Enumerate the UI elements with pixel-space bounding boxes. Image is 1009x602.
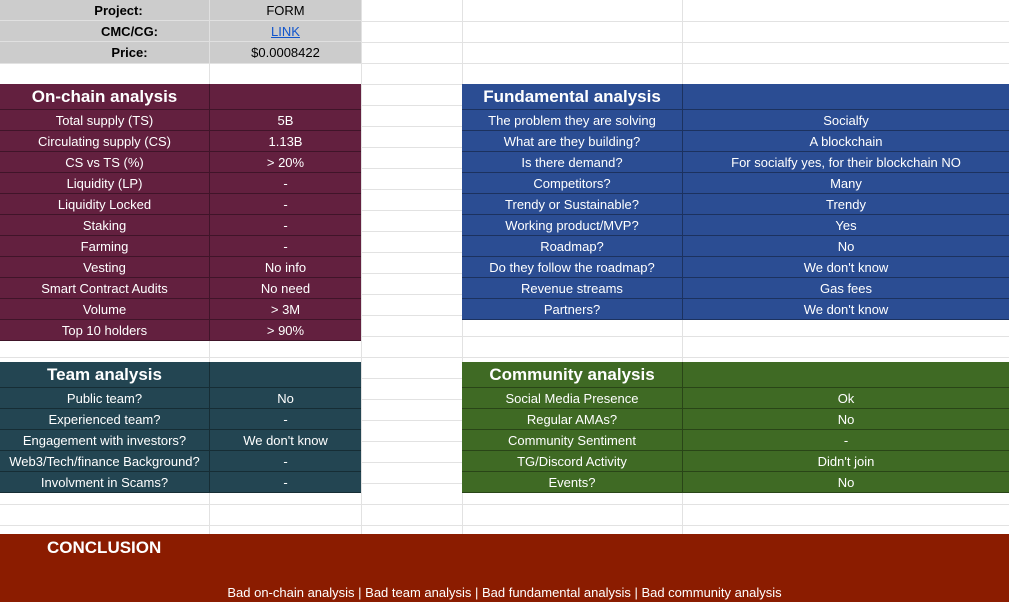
grid-line bbox=[0, 63, 1009, 64]
grid-line bbox=[0, 504, 1009, 505]
onchain-row-label: Liquidity (LP) bbox=[0, 173, 209, 194]
onchain-row-label: Vesting bbox=[0, 257, 209, 278]
onchain-row-value[interactable]: - bbox=[209, 194, 361, 215]
team-row-label: Web3/Tech/finance Background? bbox=[0, 451, 209, 472]
project-value[interactable]: FORM bbox=[209, 0, 361, 21]
fundamental-row-label: What are they building? bbox=[462, 131, 682, 152]
onchain-row-value[interactable]: 5B bbox=[209, 110, 361, 131]
cmc-cell[interactable] bbox=[209, 21, 361, 42]
onchain-title: On-chain analysis bbox=[0, 84, 209, 110]
fundamental-row-value[interactable]: Yes bbox=[682, 215, 1009, 236]
community-title: Community analysis bbox=[462, 362, 682, 388]
fundamental-row-label: Is there demand? bbox=[462, 152, 682, 173]
onchain-row-label: Staking bbox=[0, 215, 209, 236]
fundamental-row-label: Do they follow the roadmap? bbox=[462, 257, 682, 278]
onchain-row-value[interactable]: - bbox=[209, 236, 361, 257]
fundamental-row-label: Competitors? bbox=[462, 173, 682, 194]
grid-line bbox=[361, 0, 362, 602]
onchain-row-label: Circulating supply (CS) bbox=[0, 131, 209, 152]
cmc-label: CMC/CG: bbox=[0, 21, 209, 42]
onchain-header-filler bbox=[209, 84, 361, 110]
community-row-value[interactable]: Ok bbox=[682, 388, 1009, 409]
community-row-value[interactable]: No bbox=[682, 409, 1009, 430]
team-row-label: Engagement with investors? bbox=[0, 430, 209, 451]
price-value[interactable]: $0.0008422 bbox=[209, 42, 361, 63]
community-row-label: Social Media Presence bbox=[462, 388, 682, 409]
team-row-value[interactable]: - bbox=[209, 451, 361, 472]
project-label: Project: bbox=[0, 0, 209, 21]
team-row-value[interactable]: - bbox=[209, 472, 361, 493]
onchain-row-value[interactable]: No info bbox=[209, 257, 361, 278]
community-row-label: Events? bbox=[462, 472, 682, 493]
team-title: Team analysis bbox=[0, 362, 209, 388]
grid-line bbox=[0, 357, 1009, 358]
team-row-label: Public team? bbox=[0, 388, 209, 409]
team-row-value[interactable]: No bbox=[209, 388, 361, 409]
onchain-row-value[interactable]: 1.13B bbox=[209, 131, 361, 152]
onchain-row-value[interactable]: - bbox=[209, 215, 361, 236]
onchain-row-label: Liquidity Locked bbox=[0, 194, 209, 215]
team-row-label: Involvment in Scams? bbox=[0, 472, 209, 493]
fundamental-row-value[interactable]: Socialfy bbox=[682, 110, 1009, 131]
cmc-link[interactable]: LINK bbox=[271, 23, 300, 39]
onchain-row-label: CS vs TS (%) bbox=[0, 152, 209, 173]
onchain-row-value[interactable]: > 3M bbox=[209, 299, 361, 320]
onchain-row-label: Total supply (TS) bbox=[0, 110, 209, 131]
community-row-value[interactable]: - bbox=[682, 430, 1009, 451]
team-row-value[interactable]: We don't know bbox=[209, 430, 361, 451]
fundamental-row-value[interactable]: Gas fees bbox=[682, 278, 1009, 299]
team-row-label: Experienced team? bbox=[0, 409, 209, 430]
community-row-label: Regular AMAs? bbox=[462, 409, 682, 430]
community-row-label: Community Sentiment bbox=[462, 430, 682, 451]
fundamental-row-label: Trendy or Sustainable? bbox=[462, 194, 682, 215]
fundamental-row-value[interactable]: For socialfy yes, for their blockchain NO bbox=[682, 152, 1009, 173]
onchain-row-value[interactable]: No need bbox=[209, 278, 361, 299]
fundamental-header-filler bbox=[682, 84, 1009, 110]
fundamental-row-label: Revenue streams bbox=[462, 278, 682, 299]
fundamental-row-value[interactable]: We don't know bbox=[682, 299, 1009, 320]
onchain-row-value[interactable]: > 20% bbox=[209, 152, 361, 173]
fundamental-row-value[interactable]: Many bbox=[682, 173, 1009, 194]
onchain-row-label: Top 10 holders bbox=[0, 320, 209, 341]
fundamental-row-label: Working product/MVP? bbox=[462, 215, 682, 236]
fundamental-row-label: Partners? bbox=[462, 299, 682, 320]
onchain-row-label: Volume bbox=[0, 299, 209, 320]
fundamental-row-value[interactable]: We don't know bbox=[682, 257, 1009, 278]
fundamental-row-label: Roadmap? bbox=[462, 236, 682, 257]
fundamental-row-value[interactable]: No bbox=[682, 236, 1009, 257]
community-row-value[interactable]: Didn't join bbox=[682, 451, 1009, 472]
fundamental-title: Fundamental analysis bbox=[462, 84, 682, 110]
team-row-value[interactable]: - bbox=[209, 409, 361, 430]
onchain-row-value[interactable]: > 90% bbox=[209, 320, 361, 341]
community-row-value[interactable]: No bbox=[682, 472, 1009, 493]
onchain-row-value[interactable]: - bbox=[209, 173, 361, 194]
onchain-row-label: Smart Contract Audits bbox=[0, 278, 209, 299]
conclusion-title: CONCLUSION bbox=[47, 538, 162, 557]
price-label: Price: bbox=[0, 42, 209, 63]
community-row-label: TG/Discord Activity bbox=[462, 451, 682, 472]
fundamental-row-label: The problem they are solving bbox=[462, 110, 682, 131]
fundamental-row-value[interactable]: A blockchain bbox=[682, 131, 1009, 152]
conclusion-text[interactable]: Bad on-chain analysis | Bad team analysis | Bad fundamental analysis | Bad community analysis bbox=[227, 584, 782, 600]
fundamental-row-value[interactable]: Trendy bbox=[682, 194, 1009, 215]
grid-line bbox=[0, 525, 1009, 526]
community-header-filler bbox=[682, 362, 1009, 388]
team-header-filler bbox=[209, 362, 361, 388]
onchain-row-label: Farming bbox=[0, 236, 209, 257]
